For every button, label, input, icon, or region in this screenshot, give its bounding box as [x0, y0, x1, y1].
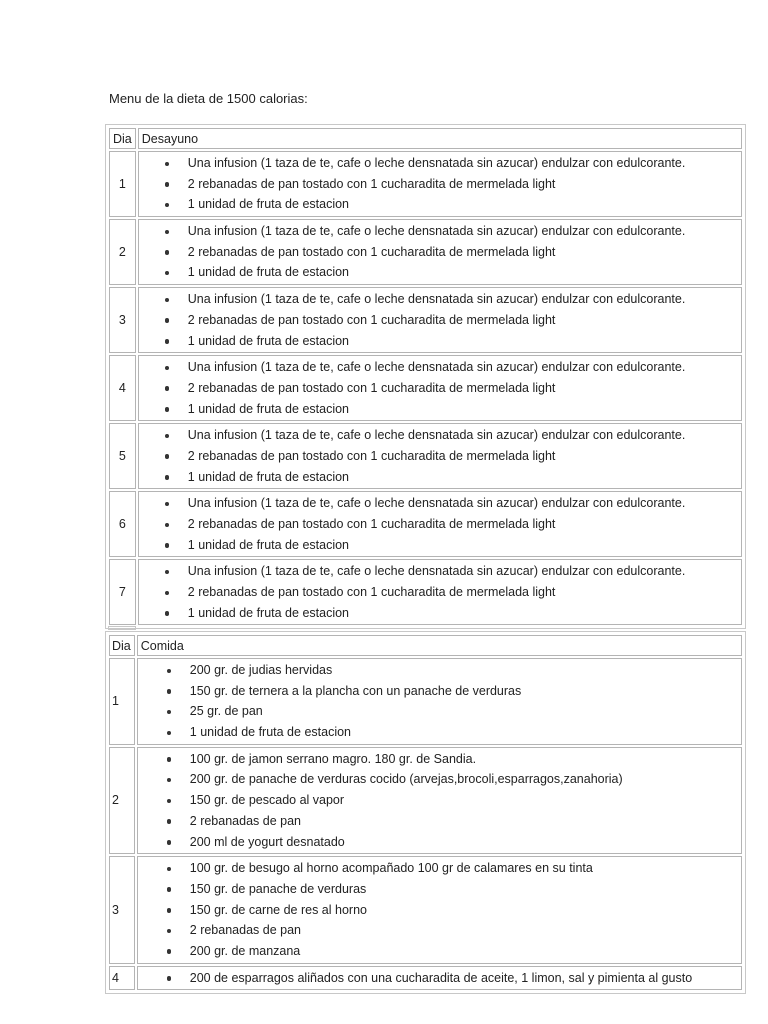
items-cell — [138, 151, 742, 217]
list-item: 2 rebanadas de pan tostado con 1 cucharadita de mermelada light — [188, 582, 738, 603]
items-cell — [138, 355, 742, 421]
list-item: 1 unidad de fruta de estacion — [188, 331, 738, 352]
list-item: 2 rebanadas de pan tostado con 1 cucharadita de mermelada light — [188, 242, 738, 263]
list-item: 25 gr. de pan — [190, 701, 738, 722]
items-cell — [138, 491, 742, 557]
item-list — [141, 749, 738, 852]
breakfast-table — [105, 124, 746, 629]
items-cell — [137, 747, 742, 854]
list-item: 2 rebanadas de pan tostado con 1 cucharadita de mermelada light — [188, 174, 738, 195]
list-item: 100 gr. de jamon serrano magro. 180 gr. de Sandia. — [190, 749, 738, 770]
list-item: 2 rebanadas de pan — [190, 920, 738, 941]
table-row — [109, 658, 742, 745]
day-cell: 5 — [109, 423, 136, 489]
item-list — [142, 425, 738, 487]
items-cell — [137, 658, 742, 745]
table-row — [109, 151, 742, 217]
table-row — [109, 966, 742, 991]
table-row — [109, 559, 742, 625]
item-list — [141, 660, 738, 743]
table-row — [109, 287, 742, 353]
list-item: 200 de esparragos aliñados con una cucharadita de aceite, 1 limon, sal y pimienta al gusto — [190, 968, 738, 989]
list-item: Una infusion (1 taza de te, cafe o leche densnatada sin azucar) endulzar con edulcorante. — [188, 153, 738, 174]
list-item: 1 unidad de fruta de estacion — [188, 603, 738, 624]
list-item: 2 rebanadas de pan tostado con 1 cucharadita de mermelada light — [188, 514, 738, 535]
list-item: Una infusion (1 taza de te, cafe o leche densnatada sin azucar) endulzar con edulcorante. — [188, 357, 738, 378]
list-item: 200 ml de yogurt desnatado — [190, 832, 738, 853]
items-cell — [138, 287, 742, 353]
list-item: Una infusion (1 taza de te, cafe o leche densnatada sin azucar) endulzar con edulcorante. — [188, 289, 738, 310]
item-list — [142, 221, 738, 283]
list-item: 1 unidad de fruta de estacion — [188, 467, 738, 488]
table-row — [109, 856, 742, 963]
list-item: 1 unidad de fruta de estacion — [188, 262, 738, 283]
list-item: 2 rebanadas de pan tostado con 1 cucharadita de mermelada light — [188, 446, 738, 467]
table-row — [109, 219, 742, 285]
table-row — [109, 423, 742, 489]
header-meal: Comida — [137, 635, 742, 656]
items-cell — [138, 219, 742, 285]
item-list — [142, 561, 738, 623]
list-item: 1 unidad de fruta de estacion — [188, 399, 738, 420]
items-cell — [137, 966, 742, 991]
list-item: 1 unidad de fruta de estacion — [188, 535, 738, 556]
list-item: Una infusion (1 taza de te, cafe o leche densnatada sin azucar) endulzar con edulcorante. — [188, 561, 738, 582]
list-item: 100 gr. de besugo al horno acompañado 100 gr de calamares en su tinta — [190, 858, 738, 879]
day-cell: 1 — [109, 151, 136, 217]
table-header-row — [109, 635, 742, 656]
item-list — [142, 357, 738, 419]
day-cell: 4 — [109, 355, 136, 421]
items-cell — [138, 423, 742, 489]
header-day: Dia — [109, 635, 135, 656]
day-cell: 3 — [109, 287, 136, 353]
list-item: Una infusion (1 taza de te, cafe o leche densnatada sin azucar) endulzar con edulcorante. — [188, 221, 738, 242]
item-list — [142, 493, 738, 555]
list-item: 1 unidad de fruta de estacion — [190, 722, 738, 743]
item-list — [141, 968, 738, 989]
list-item: Una infusion (1 taza de te, cafe o leche densnatada sin azucar) endulzar con edulcorante. — [188, 425, 738, 446]
lunch-table — [105, 631, 746, 994]
list-item: 2 rebanadas de pan tostado con 1 cucharadita de mermelada light — [188, 310, 738, 331]
list-item: 150 gr. de carne de res al horno — [190, 900, 738, 921]
list-item: 2 rebanadas de pan tostado con 1 cucharadita de mermelada light — [188, 378, 738, 399]
list-item: 2 rebanadas de pan — [190, 811, 738, 832]
page-title: Menu de la dieta de 1500 calorias: — [109, 91, 308, 106]
day-cell: 4 — [109, 966, 135, 991]
table-separator — [108, 626, 136, 630]
day-cell: 7 — [109, 559, 136, 625]
day-cell: 2 — [109, 219, 136, 285]
item-list — [141, 858, 738, 961]
table-row — [109, 747, 742, 854]
table-row — [109, 491, 742, 557]
day-cell: 6 — [109, 491, 136, 557]
list-item: 150 gr. de pescado al vapor — [190, 790, 738, 811]
items-cell — [137, 856, 742, 963]
list-item: Una infusion (1 taza de te, cafe o leche densnatada sin azucar) endulzar con edulcorante. — [188, 493, 738, 514]
list-item: 1 unidad de fruta de estacion — [188, 194, 738, 215]
item-list — [142, 153, 738, 215]
table-header-row — [109, 128, 742, 149]
list-item: 150 gr. de panache de verduras — [190, 879, 738, 900]
list-item: 200 gr. de judias hervidas — [190, 660, 738, 681]
header-day: Dia — [109, 128, 136, 149]
day-cell: 1 — [109, 658, 135, 745]
item-list — [142, 289, 738, 351]
list-item: 150 gr. de ternera a la plancha con un panache de verduras — [190, 681, 738, 702]
header-meal: Desayuno — [138, 128, 742, 149]
list-item: 200 gr. de panache de verduras cocido (arvejas,brocoli,esparragos,zanahoria) — [190, 769, 738, 790]
items-cell — [138, 559, 742, 625]
list-item: 200 gr. de manzana — [190, 941, 738, 962]
table-row — [109, 355, 742, 421]
day-cell: 2 — [109, 747, 135, 854]
day-cell: 3 — [109, 856, 135, 963]
